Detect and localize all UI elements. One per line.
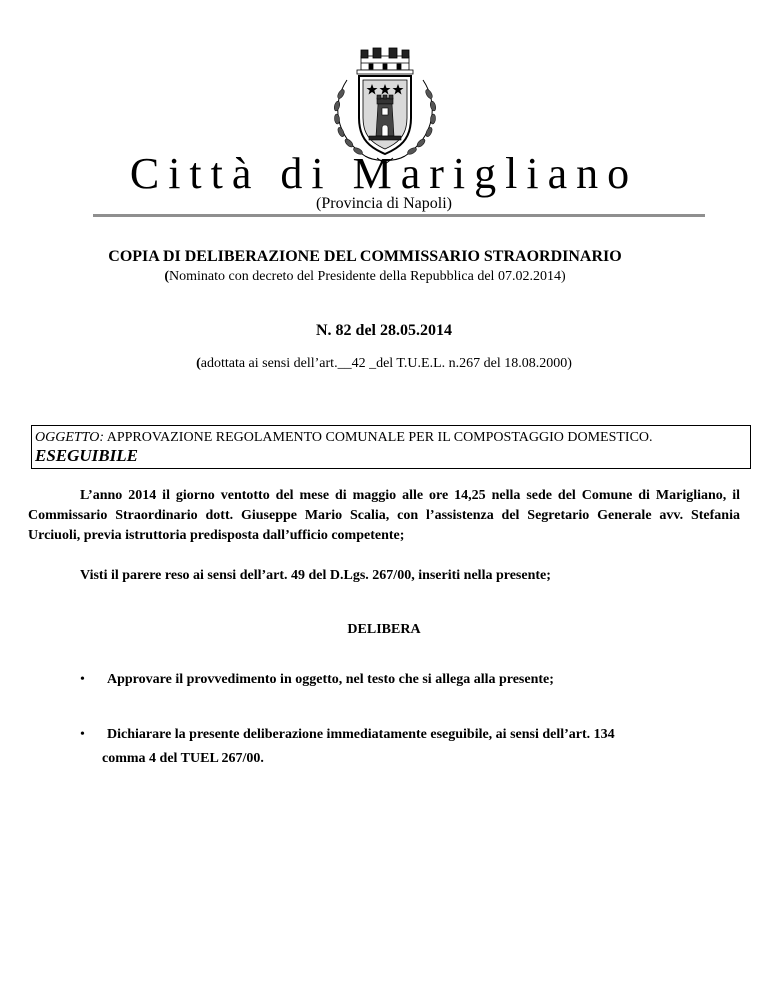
subject-box xyxy=(31,425,751,469)
province-subtitle: (Provincia di Napoli) xyxy=(316,195,452,212)
bullet-icon: • xyxy=(80,727,85,742)
preamble-paragraph: L’anno 2014 il giorno ventotto del mese di maggio alle ore 14,25 nella sede del Comune di Marigliano, il Commissario Straordinario dott. Giuseppe Mario Scalia, con l’assistenza del Segretario Generale avv. Stefania Urciuoli, previa istruttoria predisposta dall’ufficio competente; xyxy=(28,488,740,543)
resolution-item-approve: Approvare il provvedimento in oggetto, nel testo che si allega alla presente; xyxy=(107,672,554,687)
subject-text: APPROVAZIONE REGOLAMENTO COMUNALE PER IL COMPOSTAGGIO DOMESTICO. xyxy=(103,430,653,445)
subject-line xyxy=(35,429,747,446)
shield-icon xyxy=(359,76,411,154)
header-divider xyxy=(93,214,705,217)
resolution-item-declare: Dichiarare la presente deliberazione immediatamente eseguibile, ai sensi dell’art. 134 xyxy=(107,727,615,742)
adoption-note-text: adottata ai sensi dell’art.__42 _del T.U.E.L. n.267 del 18.08.2000) xyxy=(200,356,572,371)
city-title: Città di Marigliano xyxy=(129,149,639,198)
bullet-icon: • xyxy=(80,672,85,687)
subject-label: OGGETTO: xyxy=(35,430,104,445)
resolution-heading: DELIBERA xyxy=(347,622,421,637)
deliberation-number: N. 82 del 28.05.2014 xyxy=(316,322,452,339)
adoption-note xyxy=(0,355,768,373)
document-title: COPIA DI DELIBERAZIONE DEL COMMISSARIO STRAORDINARIO xyxy=(108,248,622,265)
subject-executable: ESEGUIBILE xyxy=(35,446,138,465)
appointment-note-paren: ( xyxy=(164,269,170,284)
mural-crown-icon xyxy=(357,48,413,74)
adoption-note-paren: ( xyxy=(196,356,201,371)
appointment-note-text: Nominato con decreto del Presidente della Repubblica del 07.02.2014) xyxy=(169,269,566,284)
opinion-statement: Visti il parere reso ai sensi dell’art. 49 del D.Lgs. 267/00, inseriti nella presente; xyxy=(80,568,551,583)
appointment-note xyxy=(0,268,730,286)
resolution-item-declare-continued: comma 4 del TUEL 267/00. xyxy=(102,751,264,766)
